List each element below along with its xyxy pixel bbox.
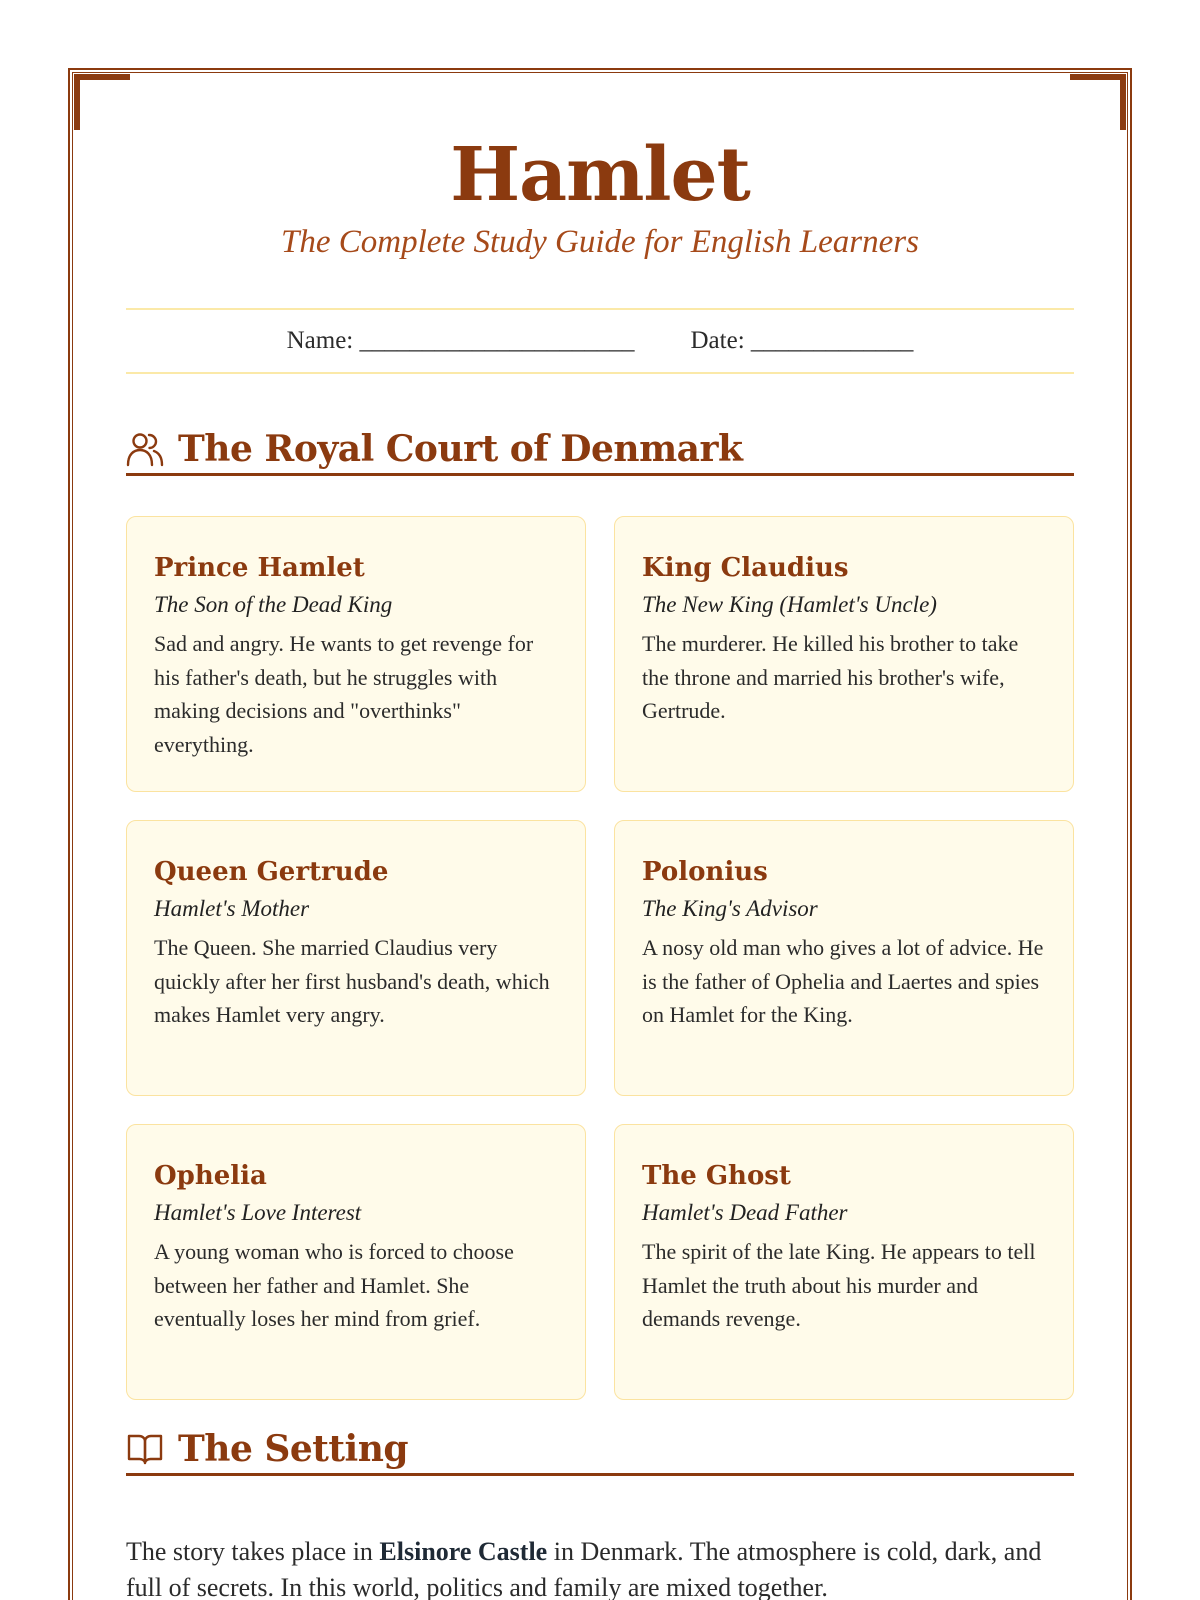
character-name: The Ghost [642, 1161, 791, 1191]
setting-text-start: The story takes place in [126, 1537, 380, 1566]
character-description: The Queen. She married Claudius very quickly after her first husband's death, which makes Hamlet very angry. [154, 935, 550, 1027]
character-name: Polonius [642, 857, 768, 887]
setting-location: Elsinore Castle [379, 1537, 548, 1566]
setting-section-heading [126, 1424, 1074, 1476]
character-description: A nosy old man who gives a lot of advice. He is the father of Ophelia and Laertes and spies on Hamlet for the King. [642, 935, 1044, 1027]
open-book-icon [126, 1432, 164, 1466]
student-info-row [126, 308, 1074, 374]
character-card [614, 820, 1074, 1096]
character-card [126, 516, 586, 792]
character-role: The Son of the Dead King [154, 592, 393, 617]
name-field[interactable] [287, 327, 635, 355]
corner-ornament-top-left [74, 74, 130, 130]
page-border [68, 68, 1132, 1600]
character-card [126, 820, 586, 1096]
page-subtitle: The Complete Study Guide for English Learners [281, 224, 919, 260]
character-card [614, 1124, 1074, 1400]
character-role: The New King (Hamlet's Uncle) [642, 592, 937, 617]
page-title: Hamlet [450, 132, 750, 218]
characters-heading-text: The Royal Court of Denmark [178, 427, 743, 470]
setting-text-end: in Denmark. The atmosphere is cold, dark, and full of secrets. In this world, politics and family are mixed together. [126, 1537, 1042, 1600]
setting-paragraph [126, 1534, 1074, 1600]
character-name: Queen Gertrude [154, 857, 389, 887]
characters-section-heading [126, 424, 1074, 476]
setting-heading-text: The Setting [178, 1427, 409, 1470]
date-label: Date: [690, 327, 745, 354]
character-card [614, 516, 1074, 792]
character-description: A young woman who is forced to choose between her father and Hamlet. She eventually loses her mind from grief. [154, 1239, 514, 1331]
character-name: Prince Hamlet [154, 553, 365, 583]
name-blank[interactable]: ______________________ [359, 327, 635, 354]
character-description: Sad and angry. He wants to get revenge for his father's death, but he struggles with making decisions and "overthinks" everything. [154, 631, 534, 757]
character-name: King Claudius [642, 553, 849, 583]
character-role: Hamlet's Dead Father [642, 1200, 848, 1225]
people-icon [126, 430, 164, 468]
date-blank[interactable]: _____________ [750, 327, 914, 354]
date-field[interactable] [691, 327, 914, 355]
character-description: The spirit of the late King. He appears to tell Hamlet the truth about his murder and demands revenge. [642, 1239, 1036, 1331]
corner-ornament-top-right [1070, 74, 1126, 130]
name-label: Name: [286, 327, 354, 354]
character-role: The King's Advisor [642, 896, 818, 921]
character-description: The murderer. He killed his brother to take the throne and married his brother's wife, Gertrude. [642, 631, 1019, 723]
character-card [126, 1124, 586, 1400]
character-role: Hamlet's Love Interest [154, 1200, 362, 1225]
character-cards-grid [126, 516, 1074, 1400]
character-role: Hamlet's Mother [154, 896, 310, 921]
character-name: Ophelia [154, 1161, 267, 1191]
